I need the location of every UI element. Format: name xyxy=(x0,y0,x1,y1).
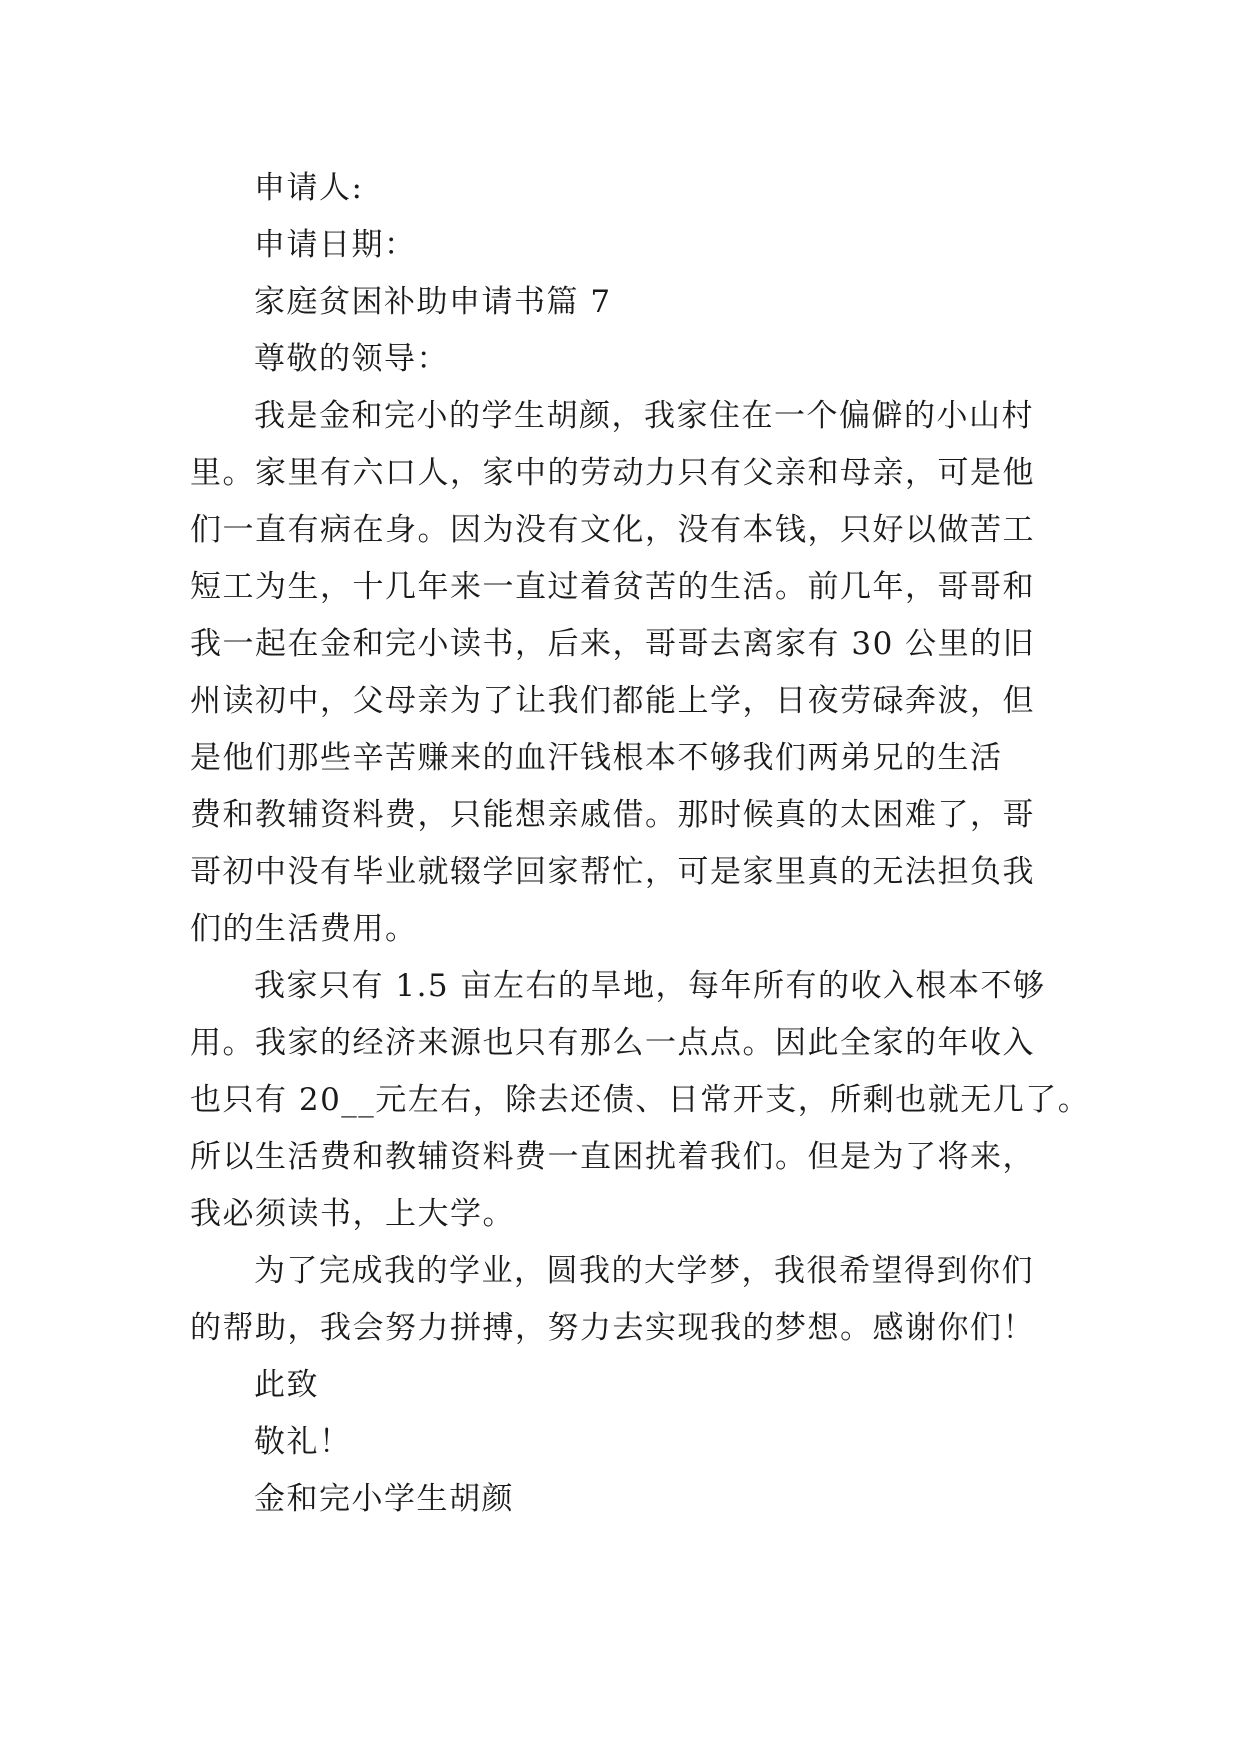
paragraph-line: 州读初中，父母亲为了让我们都能上学，日夜劳碌奔波，但 xyxy=(190,683,1035,719)
letter-title: 家庭贫困补助申请书篇 7 xyxy=(254,284,612,320)
closing-respectfully: 此致 xyxy=(254,1367,319,1403)
paragraph-line: 们一直有病在身。因为没有文化，没有本钱，只好以做苦工 xyxy=(190,512,1035,548)
paragraph-line: 用。我家的经济来源也只有那么一点点。因此全家的年收入 xyxy=(190,1025,1035,1061)
paragraph-line: 我一起在金和完小读书，后来，哥哥去离家有 30 公里的旧 xyxy=(190,626,1036,662)
paragraph-income xyxy=(190,958,1091,1243)
paragraph-request xyxy=(190,1243,1050,1357)
paragraph-line: 我家只有 1.5 亩左右的旱地，每年所有的收入根本不够 xyxy=(254,968,1046,1004)
salutation-line: 尊敬的领导： xyxy=(254,341,449,377)
paragraph-family-situation xyxy=(190,388,1050,958)
paragraph-line: 为了完成我的学业，圆我的大学梦，我很希望得到你们 xyxy=(254,1253,1034,1289)
signature-line: 金和完小学生胡颜 xyxy=(254,1481,514,1517)
paragraph-line: 里。家里有六口人，家中的劳动力只有父亲和母亲，可是他 xyxy=(190,455,1035,491)
paragraph-line: 也只有 20__元左右，除去还债、日常开支，所剩也就无几了。 xyxy=(190,1082,1091,1118)
application-date-line: 申请日期： xyxy=(254,227,417,263)
paragraph-line: 所以生活费和教辅资料费一直困扰着我们。但是为了将来， xyxy=(190,1139,1035,1175)
closing-salute: 敬礼！ xyxy=(254,1424,352,1460)
letter-body xyxy=(190,160,1091,1528)
paragraph-line: 们的生活费用。 xyxy=(190,911,418,947)
paragraph-line: 是他们那些辛苦赚来的血汗钱根本不够我们两弟兄的生活 xyxy=(190,740,1003,776)
paragraph-line: 我是金和完小的学生胡颜，我家住在一个偏僻的小山村 xyxy=(254,398,1034,434)
paragraph-line: 的帮助，我会努力拼搏，努力去实现我的梦想。感谢你们！ xyxy=(190,1310,1035,1346)
applicant-line: 申请人: xyxy=(254,170,364,206)
paragraph-line: 费和教辅资料费，只能想亲戚借。那时候真的太困难了，哥 xyxy=(190,797,1035,833)
paragraph-line: 我必须读书，上大学。 xyxy=(190,1196,515,1232)
paragraph-line: 哥初中没有毕业就辍学回家帮忙，可是家里真的无法担负我 xyxy=(190,854,1035,890)
paragraph-line: 短工为生，十几年来一直过着贫苦的生活。前几年，哥哥和 xyxy=(190,569,1035,605)
